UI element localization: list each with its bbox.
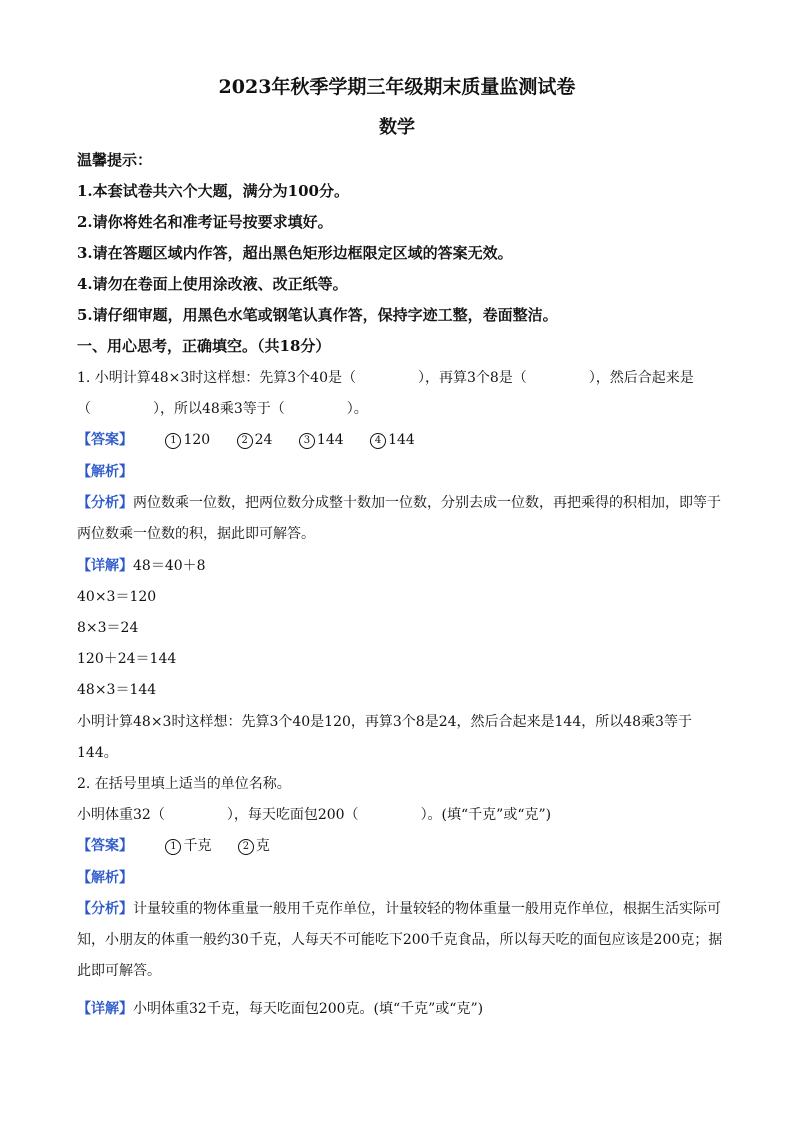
tip-5: 5.请仔细审题，用黑色水笔或钢笔认真作答，保持字迹工整，卷面整洁。 bbox=[77, 306, 558, 324]
q2-detail-line: 【详解】小明体重32千克，每天吃面包200克。(填“千克”或“克”) bbox=[77, 1001, 484, 1017]
q1-conclusion-line-2: 144。 bbox=[77, 745, 118, 761]
q1-answer bbox=[77, 430, 437, 450]
exam-title: 2023年秋季学期三年级期末质量监测试卷 bbox=[218, 76, 576, 98]
section-1-heading: 一、用心思考，正确填空。（共18分） bbox=[77, 337, 331, 355]
q2-fenxi-line-2: 知，小朋友的体重一般约30千克，人每天不可能吃下200千克食品，所以每天吃的面包应该是200克；据 bbox=[77, 932, 723, 948]
q2-answer-1: 1 千克 bbox=[165, 836, 211, 856]
tip-1: 1.本套试卷共六个大题，满分为100分。 bbox=[77, 182, 349, 200]
q1-fenxi-line-2: 两位数乘一位数的积，据此即可解答。 bbox=[77, 526, 315, 542]
q1-conclusion-line-1: 小明计算48×3时这样想：先算3个40是120，再算3个8是24，然后合起来是144，所以48乘3等于 bbox=[77, 714, 692, 730]
q1-detail-line-3: 8×3＝24 bbox=[77, 620, 139, 636]
q2-fill-line: 小明体重32（ ），每天吃面包200（ ）。(填“千克”或“克”) bbox=[77, 807, 552, 823]
tip-2: 2.请你将姓名和准考证号按要求填好。 bbox=[77, 213, 333, 231]
tip-4: 4.请勿在卷面上使用涂改液、改正纸等。 bbox=[77, 275, 348, 293]
q2-stem: 2. 在括号里填上适当的单位名称。 bbox=[77, 776, 291, 792]
q1-answer-1: 1 120 bbox=[165, 430, 210, 450]
q1-answer-4: 4 144 bbox=[370, 430, 415, 450]
q1-stem-line-1: 1. 小明计算48×3时这样想：先算3个40是（ ），再算3个8是（ ），然后合起来是 bbox=[77, 370, 694, 386]
q1-detail-line-5: 48×3＝144 bbox=[77, 682, 157, 698]
q1-analysis-label: 【解析】 bbox=[77, 464, 133, 480]
q2-answer-2: 2 克 bbox=[238, 836, 270, 856]
q2-fenxi-line-1: 【分析】计量较重的物体重量一般用千克作单位，计量较轻的物体重量一般用克作单位，根据生活实际可 bbox=[77, 901, 721, 917]
q2-analysis-label: 【解析】 bbox=[77, 870, 133, 886]
q1-answer-3: 3 144 bbox=[299, 430, 344, 450]
answer-label: 【答案】 bbox=[77, 838, 133, 854]
answer-label: 【答案】 bbox=[77, 432, 133, 448]
q2-answer bbox=[77, 836, 292, 856]
q1-answer-2: 2 24 bbox=[237, 430, 273, 450]
exam-subject: 数学 bbox=[379, 117, 415, 138]
q1-detail-line-2: 40×3＝120 bbox=[77, 589, 157, 605]
q1-detail-line-4: 120＋24＝144 bbox=[77, 651, 177, 667]
tips-heading: 温馨提示： bbox=[77, 151, 153, 169]
q1-fenxi-line-1: 【分析】两位数乘一位数，把两位数分成整十数加一位数，分别去成一位数，再把乘得的积相加，即等于 bbox=[77, 495, 721, 511]
tip-3: 3.请在答题区域内作答，超出黑色矩形边框限定区域的答案无效。 bbox=[77, 244, 513, 262]
q1-stem-line-2: （ ），所以48乘3等于（ ）。 bbox=[77, 401, 368, 417]
q2-fenxi-line-3: 此即可解答。 bbox=[77, 963, 161, 979]
q1-detail-line-1: 【详解】48＝40＋8 bbox=[77, 558, 206, 574]
